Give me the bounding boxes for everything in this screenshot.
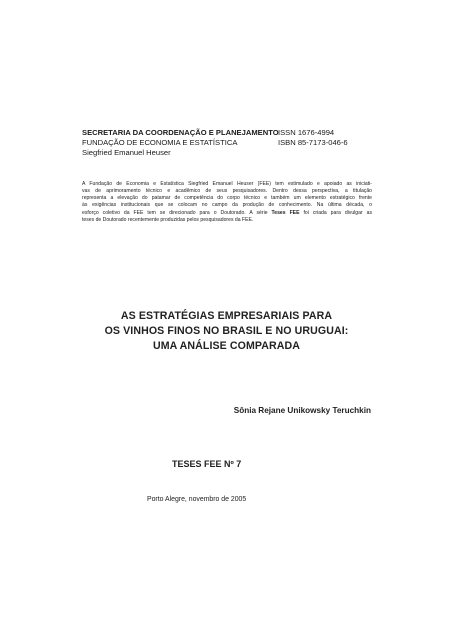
- publisher-block: [82, 128, 282, 158]
- issn-number: ISSN 1676-4994: [278, 128, 335, 137]
- author-name: Sônia Rejane Unikowsky Teruchkin: [233, 406, 371, 415]
- catalog-numbers: [278, 128, 373, 148]
- isbn-number: ISBN 85-7173-046-6: [278, 138, 348, 147]
- intro-line: às exigências institucionais que se colocam no campo da produção de conhecimento. Na última década, o: [82, 202, 372, 209]
- intro-line: A Fundação de Economia e Estatística Siegfried Emanuel Heuser (FEE) tem estimulado e apoiado as iniciati-: [82, 181, 372, 187]
- title-line: UMA ANÁLISE COMPARADA: [152, 340, 301, 352]
- intro-line-with-series: [82, 210, 372, 217]
- intro-line-start: esforço coletivo da FEE tem se direcionado para o Doutorado. A série: [82, 209, 268, 216]
- book-title: [60, 309, 393, 354]
- title-line: AS ESTRATÉGIAS EMPRESARIAIS PARA: [120, 310, 333, 322]
- intro-line-end: foi criada para divulgar as: [303, 209, 373, 216]
- intro-line: vas de aprimoramento técnico e acadêmico de seus pesquisadores. Dentro dessa perspectiva, a titulação: [82, 188, 372, 195]
- place-date: Porto Alegre, novembro de 2005: [147, 496, 247, 503]
- intro-line: teses de Doutorado recentemente produzidas pelos pesquisadores da FEE.: [82, 216, 254, 223]
- secretariat-name: SECRETARIA DA COORDENAÇÃO E PLANEJAMENTO: [82, 128, 279, 137]
- intro-paragraph: [82, 181, 372, 224]
- intro-line: representa a elevação do patamar de competência do corpo técnico e também um elemento estratégico frente: [82, 195, 372, 202]
- title-line: OS VINHOS FINOS NO BRASIL E NO URUGUAI:: [104, 325, 349, 337]
- series-label: TESES FEE Nº 7: [172, 459, 242, 469]
- series-name-inline: Teses FEE: [271, 209, 300, 216]
- foundation-name: FUNDAÇÃO DE ECONOMIA E ESTATÍSTICA: [82, 138, 238, 147]
- foundation-subname: Siegfried Emanuel Heuser: [82, 148, 171, 157]
